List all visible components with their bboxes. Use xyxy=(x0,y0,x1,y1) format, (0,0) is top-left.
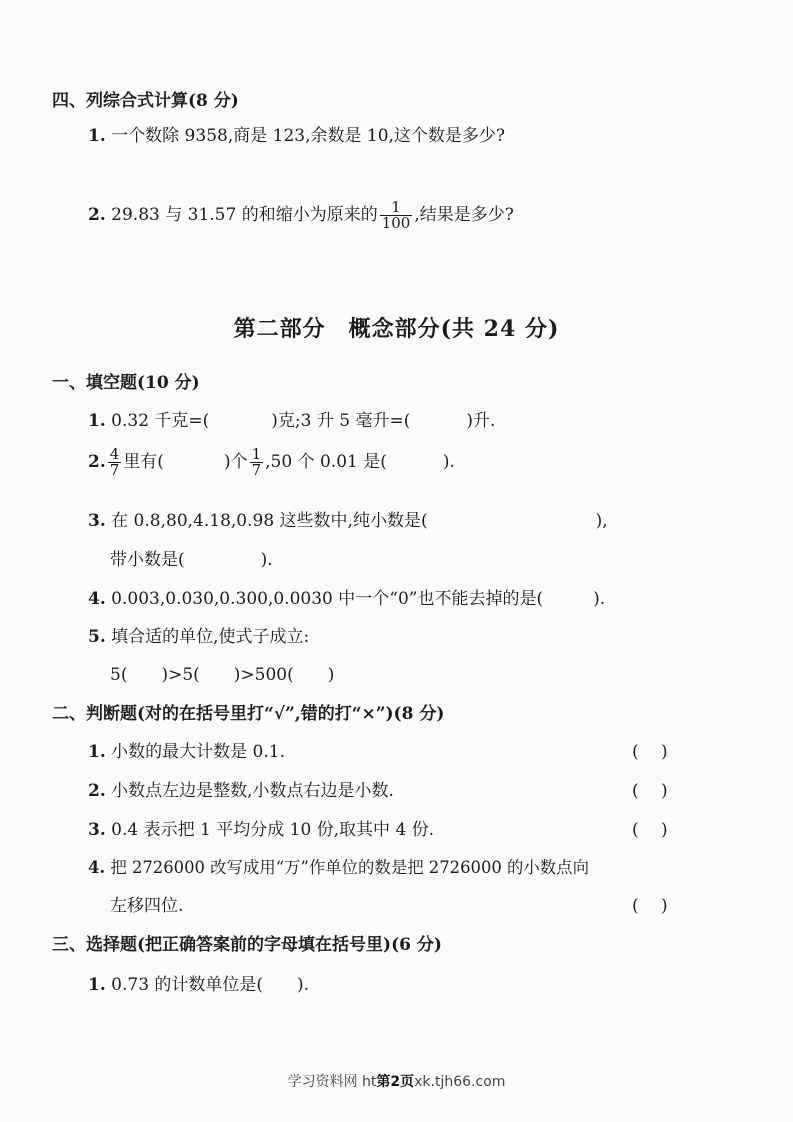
section4-q2 xyxy=(88,200,514,231)
fraction xyxy=(380,200,413,231)
judge-q1 xyxy=(88,737,285,762)
page-number: 第2页 xyxy=(376,1074,415,1090)
choice-q1 xyxy=(88,970,309,995)
part2-title: 第二部分 概念部分(共 24 分) xyxy=(233,316,560,342)
fraction-numerator: 4 xyxy=(109,445,120,463)
q-number: 4. xyxy=(88,589,106,609)
q-text: )升. xyxy=(466,411,496,431)
q-number: 2. xyxy=(88,205,106,225)
q-text: ,50 个 0.01 是( xyxy=(265,452,387,472)
q-text: ). xyxy=(260,550,273,570)
judge-q2 xyxy=(88,776,394,801)
q-number: 2. xyxy=(88,781,106,801)
fill-q2 xyxy=(88,447,455,478)
q-text: 把 2726000 改写成用“万”作单位的数是把 2726000 的小数点向 xyxy=(110,858,589,877)
fraction-denominator: 7 xyxy=(251,461,262,479)
section4-q1 xyxy=(88,121,505,146)
fraction xyxy=(250,447,264,478)
answer-paren: ( ) xyxy=(632,896,668,916)
fill-q1 xyxy=(88,406,495,431)
q-number: 3. xyxy=(88,511,106,531)
q-text: 0.003,0.030,0.300,0.0030 中一个“0”也不能去掉的是( xyxy=(111,589,544,609)
q-text: 小数点左边是整数,小数点右边是小数. xyxy=(111,781,394,801)
section4-title: 四、列综合式计算(8 分) xyxy=(52,91,239,111)
q-text: ). xyxy=(442,452,455,472)
answer-paren: ( ) xyxy=(632,742,668,762)
q-number: 5. xyxy=(88,627,106,647)
judge-q3 xyxy=(88,815,434,840)
fill-title: 一、填空题(10 分) xyxy=(52,373,200,393)
fraction xyxy=(108,447,122,478)
judge-q4 xyxy=(88,854,589,878)
q-number: 1. xyxy=(88,742,106,762)
fill-q5-line2: 5( )>5( )>500( ) xyxy=(110,665,335,685)
q-text: 小数的最大计数是 0.1. xyxy=(111,742,285,762)
q-text: )个 xyxy=(223,452,248,472)
q-text: ), xyxy=(595,511,608,531)
fraction-numerator: 1 xyxy=(251,445,262,463)
q-text: )克;3 升 5 毫升=( xyxy=(271,411,411,431)
fraction-denominator: 7 xyxy=(109,461,120,479)
choice-title: 三、选择题(把正确答案前的字母填在括号里)(6 分) xyxy=(52,935,442,955)
q-number: 1. xyxy=(88,411,106,431)
answer-paren: ( ) xyxy=(632,781,668,801)
q-number: 2. xyxy=(88,452,106,472)
q-number: 3. xyxy=(88,820,106,840)
judge-title: 二、判断题(对的在括号里打“√”,错的打“×”)(8 分) xyxy=(52,704,445,724)
q-text: 填合适的单位,使式子成立: xyxy=(111,627,310,647)
q-text: 29.83 与 31.57 的和缩小为原来的 xyxy=(111,205,378,225)
q-number: 1. xyxy=(88,975,106,995)
q-text: 一个数除 9358,商是 123,余数是 10,这个数是多少? xyxy=(111,126,506,146)
judge-q4-line2: 左移四位. xyxy=(110,896,184,916)
q-text: 0.73 的计数单位是( ). xyxy=(111,975,310,995)
footer-url: xk.tjh66.com xyxy=(414,1074,506,1090)
fraction-denominator: 100 xyxy=(381,214,411,232)
page-footer xyxy=(0,1071,793,1091)
q-text: 里有( xyxy=(123,452,164,472)
fill-q5 xyxy=(88,622,309,647)
q-text: 0.32 千克=( xyxy=(111,411,210,431)
footer-site: 学习资料网 ht xyxy=(287,1074,377,1090)
fraction-numerator: 1 xyxy=(380,200,413,216)
fill-q3 xyxy=(88,506,608,531)
fill-q3-line2 xyxy=(110,545,273,570)
fill-q4 xyxy=(88,584,605,609)
q-number: 1. xyxy=(88,126,106,146)
answer-paren: ( ) xyxy=(632,820,668,840)
q-text-end: ,结果是多少? xyxy=(414,205,514,225)
q-number: 4. xyxy=(88,858,106,877)
q-text: 在 0.8,80,4.18,0.98 这些数中,纯小数是( xyxy=(111,511,428,531)
q-text: 0.4 表示把 1 平均分成 10 份,取其中 4 份. xyxy=(111,820,435,840)
q-text: ). xyxy=(593,589,606,609)
q-text: 带小数是( xyxy=(110,550,185,570)
